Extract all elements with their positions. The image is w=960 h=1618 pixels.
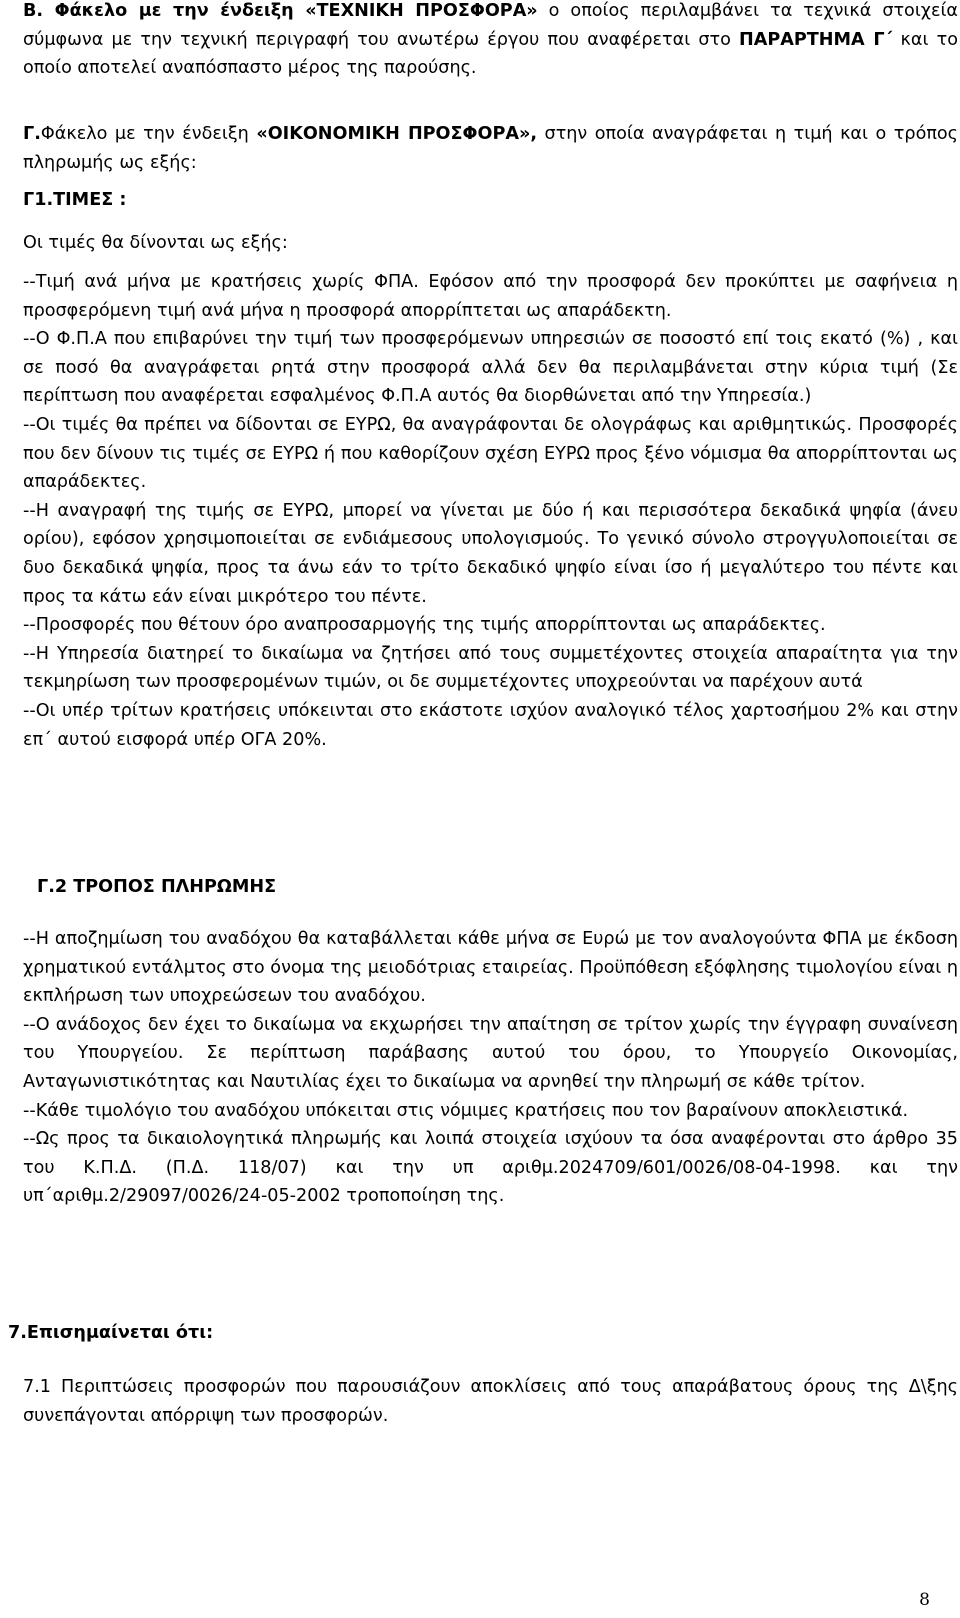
price-rule: --Τιμή ανά μήνα με κρατήσεις χωρίς ΦΠΑ. Εφόσον από την προσφορά δεν προκύπτει με σαφήνεια η προσφερόμενη τιμή ανά μήνα η προσφορά απορρίπτεται ως απαράδεκτη. <box>23 272 958 321</box>
price-rule: --Οι τιμές θα πρέπει να δίδονται σε ΕΥΡΩ, θα αναγράφονται δε ολογράφως και αριθμητικώς. Προσφορές που δεν δίνουν τις τιμές σε ΕΥΡΩ ή που καθορίζουν σχέση ΕΥΡΩ προς ξένο νόμισμα θα απορρίπτονται ως απαράδεκτες. <box>23 414 958 493</box>
section-b-paragraph <box>23 0 958 83</box>
g1-heading: Γ1.ΤΙΜΕΣ : <box>23 190 127 210</box>
payment-rule: --Ο ανάδοχος δεν έχει το δικαίωμα να εκχωρήσει την απαίτηση σε τρίτον χωρίς την έγγραφη συναίνεση του Υπουργείου. Σε περίπτωση παράβασης αυτού του όρου, το Υπουργείο Οικονομίας, Ανταγωνιστικότητας και Ναυτιλίας έχει το δικαίωμα να αρνηθεί την πληρωμή σε κάθε τρίτον. <box>23 1014 958 1092</box>
section7-item: 7.1 Περιπτώσεις προσφορών που παρουσιάζουν αποκλίσεις από τους απαράβατους όρους της Δ\ξης συνεπάγονται απόρριψη των προσφορών. <box>23 1377 958 1426</box>
section-g-paragraph <box>23 120 958 177</box>
financial-offer-label: «ΟΙΚΟΝΟΜΙΚΗ ΠΡΟΣΦΟΡΑ», <box>256 124 538 144</box>
section-g-text: Φάκελο με την ένδειξη <box>40 124 257 144</box>
section-g-prefix: Γ. <box>23 124 41 144</box>
page-number: 8 <box>919 1590 930 1610</box>
section-b-text: ο οποίος περιλαμβάνει τα τεχνικά στοιχεία σύμφωνα με την τεχνική περιγραφή του ανωτέρω έργου που αναφέρεται στο <box>23 1 958 50</box>
section-b-text-end: και το οποίο αποτελεί αναπόσπαστο μέρος της παρούσης. <box>23 29 958 79</box>
technical-offer-label: «ΤΕΧΝΙΚΗ ΠΡΟΣΦΟΡΑ» <box>305 1 538 21</box>
price-rule: --Η Υπηρεσία διατηρεί το δικαίωμα να ζητήσει από τους συμμετέχοντες στοιχεία απαραίτητα για την τεκμηρίωση των προσφερομένων τιμών, οι δε συμμετέχοντες υποχρεούνται να παρέχουν αυτά <box>23 643 958 693</box>
payment-rule: --Κάθε τιμολόγιο του αναδόχου υπόκειται στις νόμιμες κρατήσεις που τον βαραίνουν αποκλειστικά. <box>23 1100 909 1121</box>
section-b-prefix: Β. Φάκελο με την ένδειξη <box>23 1 306 21</box>
payment-rule: --Η αποζημίωση του αναδόχου θα καταβάλλεται κάθε μήνα σε Ευρώ με τον αναλογούντα ΦΠΑ με έκδοση χρηματικού εντάλμτος στο όνομα της μειοδότριας εταιρείας. Προϋπόθεση εξόφλησης τιμολογίου είναι η εκπλήρωση των υποχρεώσεων του αναδόχου. <box>23 929 958 1007</box>
g2-heading: Γ.2 ΤΡΟΠΟΣ ΠΛΗΡΩΜΗΣ <box>37 877 277 897</box>
section-g-text-end: στην οποία αναγράφεται η τιμή και ο τρόπος πληρωμής ως εξής: <box>23 124 959 173</box>
annex-label: ΠΑΡΑΡΤΗΜΑ Γ΄ <box>739 29 893 50</box>
price-rules-list <box>23 268 958 754</box>
payment-rules-list <box>23 925 958 1211</box>
section7-heading: 7.Επισημαίνεται ότι: <box>8 1323 214 1343</box>
price-rule: --Ο Φ.Π.Α που επιβαρύνει την τιμή των προσφερόμενων υπηρεσιών σε ποσοστό επί τοις εκατό (%) , και σε ποσό θα αναγράφεται ρητά στην προσφορά αλλά δεν θα περιλαμβάνεται στην κύρια τιμή (Σε περίπτωση που αναφέρεται εσφαλμένος Φ.Π.Α αυτός θα διορθώνεται από την Υπηρεσία.) <box>23 329 958 407</box>
price-rule: --Οι υπέρ τρίτων κρατήσεις υπόκεινται στο εκάστοτε ισχύον αναλογικό τέλος χαρτοσήμου 2% και στην επ΄ αυτού εισφορά υπέρ ΟΓΑ 20%. <box>23 700 958 750</box>
price-rule: --Η αναγραφή της τιμής σε ΕΥΡΩ, μπορεί να γίνεται με δύο ή και περισσότερα δεκαδικά ψηφία (άνευ ορίου), εφόσον χρησιμοποιείται σε ενδιάμεσους υπολογισμούς. Το γενικό σύνολο στρογγυλοποιείται σε δυο δεκαδικά ψηφία, προς τα άνω εάν το τρίτο δεκαδικό ψηφίο είναι ίσο ή μεγαλύτερο του πέντε και προς τα κάτω εάν είναι μικρότερο του πέντε. <box>23 500 958 607</box>
payment-rule: --Ως προς τα δικαιολογητικά πληρωμής και λοιπά στοιχεία ισχύουν τα όσα αναφέρονται στο άρθρο 35 του Κ.Π.Δ. (Π.Δ. 118/07) και την υπ αριθμ.2024709/601/0026/08-04-1998. και την υπ΄αριθμ.2/29097/0026/24-05-2002 τροποποίηση της. <box>23 1129 958 1207</box>
price-rule: --Προσφορές που θέτουν όρο αναπροσαρμογής της τιμής απορρίπτονται ως απαράδεκτες. <box>23 615 826 636</box>
prices-intro: Οι τιμές θα δίνονται ως εξής: <box>23 233 288 253</box>
